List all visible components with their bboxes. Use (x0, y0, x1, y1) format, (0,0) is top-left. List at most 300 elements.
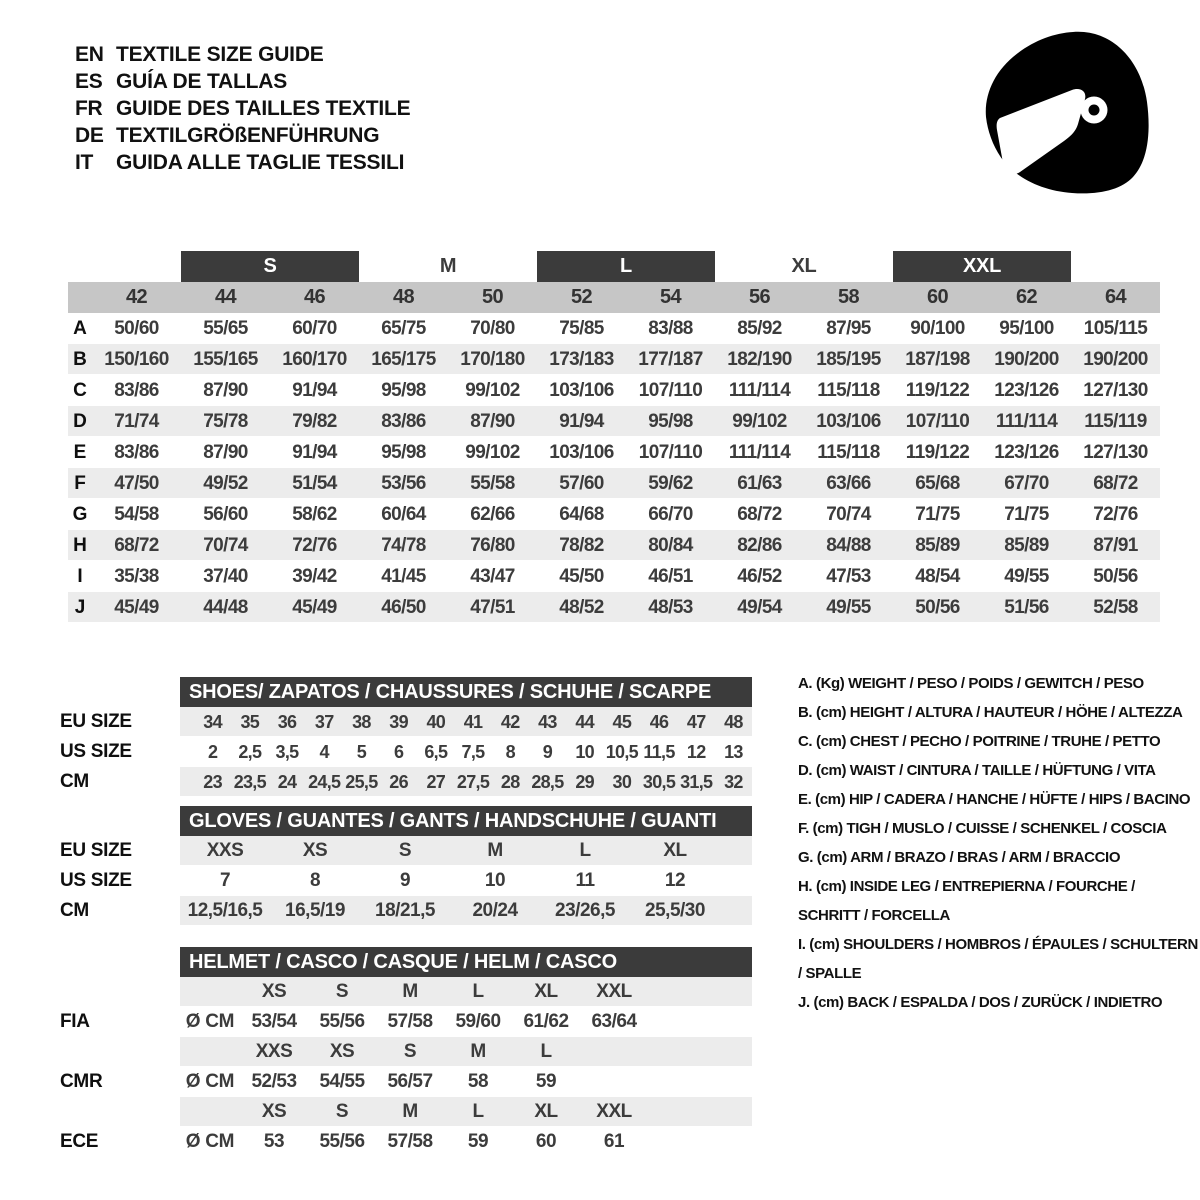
filler (720, 836, 752, 865)
table-cell: 64/68 (559, 504, 604, 525)
filler (648, 1127, 752, 1156)
size-cell: M (402, 1101, 418, 1122)
value-cell: 55/56 (319, 1011, 365, 1032)
table-cell: 5 (356, 742, 367, 762)
unit-cell: Ø CM (185, 1011, 235, 1032)
unit-cell (180, 1037, 240, 1066)
table-cell: 71/75 (915, 504, 960, 525)
table-cell: 87/90 (203, 380, 248, 401)
table-cell: XXS (206, 840, 244, 861)
size-column-header: 42 (125, 286, 148, 308)
table-cell: 51/56 (1004, 597, 1049, 618)
lang-title: TEXTILGRÖßENFÜHRUNG (116, 124, 380, 147)
table-cell: 119/122 (905, 442, 970, 463)
value-cell: 55/56 (319, 1131, 365, 1152)
table-cell: 84/88 (826, 535, 871, 556)
size-column-header: 46 (303, 286, 326, 308)
row-label: F (74, 473, 86, 494)
table-cell: 68/72 (737, 504, 782, 525)
size-cell: S (403, 1041, 417, 1062)
table-cell: 70/80 (470, 318, 515, 339)
table-row (60, 866, 752, 896)
row-label: ECE (60, 1131, 99, 1152)
table-cell: 87/95 (826, 318, 871, 339)
table-cell: 119/122 (905, 380, 970, 401)
legend-item: D. (cm) WAIST / CINTURA / TAILLE / HÜFTUNG / VITA (798, 762, 1156, 779)
table-cell: 160/170 (282, 349, 347, 370)
unit-cell (180, 1097, 240, 1126)
table-cell: 111/114 (995, 411, 1058, 432)
row-content (180, 1097, 752, 1127)
row-content (180, 737, 752, 767)
legend-item: I. (cm) SHOULDERS / HOMBROS / ÉPAULES / SCHULTERN / SPALLE (798, 936, 1198, 982)
filler (648, 977, 752, 1006)
size-column-header: 64 (1104, 286, 1127, 308)
table-cell: 190/200 (1083, 349, 1148, 370)
row-label: CM (60, 900, 89, 921)
table-cell: 72/76 (292, 535, 337, 556)
value-cell: 53 (263, 1131, 285, 1152)
table-cell: 95/100 (999, 318, 1054, 339)
table-cell: 47/53 (826, 566, 871, 587)
value-cell: 61 (603, 1131, 625, 1152)
value-cell (580, 1067, 648, 1096)
table-cell: 10 (575, 742, 594, 762)
row-label: EU SIZE (60, 711, 132, 732)
table-cell: 2 (207, 742, 218, 762)
table-cell: 103/106 (549, 442, 614, 463)
row-content (180, 1127, 752, 1157)
table-cell: 150/160 (104, 349, 169, 370)
table-cell: 70/74 (203, 535, 248, 556)
table-row (68, 313, 1160, 344)
table-cell: 39 (389, 712, 408, 732)
table-cell: 18/21,5 (375, 900, 435, 921)
size-group-xxl: XXL (893, 251, 1071, 282)
table-cell: 111/114 (728, 380, 791, 401)
filler (648, 1037, 752, 1066)
table-cell: 95/98 (381, 442, 426, 463)
table-cell: 111/114 (728, 442, 791, 463)
lang-code: EN (75, 43, 104, 66)
table-cell: L (579, 840, 591, 861)
size-cell: S (335, 1101, 349, 1122)
shoes-table-title: SHOES/ ZAPATOS / CHAUSSURES / SCHUHE / SCARPE (180, 677, 752, 707)
table-cell: XS (302, 840, 328, 861)
size-group-l: L (537, 251, 715, 282)
table-cell: 123/126 (994, 380, 1059, 401)
lang-title: GUIDE DES TAILLES TEXTILE (116, 97, 411, 120)
table-cell: 79/82 (292, 411, 337, 432)
row-label: EU SIZE (60, 840, 132, 861)
table-cell: 10 (484, 870, 506, 891)
helmet-values-row (60, 1067, 752, 1097)
table-cell: 49/52 (203, 473, 248, 494)
table-cell: 71/75 (1004, 504, 1049, 525)
table-cell: 29 (575, 772, 594, 792)
table-cell: 9 (399, 870, 411, 891)
row-label: CMR (60, 1071, 103, 1092)
table-cell: 28 (500, 772, 520, 792)
table-cell: 173/183 (549, 349, 614, 370)
table-cell: 107/110 (905, 411, 970, 432)
table-cell: 53/56 (381, 473, 426, 494)
filler (648, 1097, 752, 1126)
size-cell (580, 1037, 648, 1066)
gloves-table (60, 806, 752, 926)
filler (648, 1007, 752, 1036)
size-cell: XL (534, 1101, 558, 1122)
lang-title: TEXTILE SIZE GUIDE (116, 43, 324, 66)
table-cell: 49/54 (737, 597, 782, 618)
table-cell: 185/195 (816, 349, 881, 370)
size-cell: L (472, 981, 484, 1002)
size-column-header: 44 (214, 286, 237, 308)
row-content (180, 836, 752, 866)
size-cell: XS (261, 1101, 287, 1122)
table-cell: 56/60 (203, 504, 248, 525)
table-cell: 170/180 (460, 349, 525, 370)
helmet-sizes-row (60, 1097, 752, 1127)
table-cell: 87/91 (1093, 535, 1138, 556)
row-label: H (73, 535, 87, 556)
table-cell: 103/106 (549, 380, 614, 401)
table-cell: 44 (575, 712, 594, 732)
table-cell: 65/68 (915, 473, 960, 494)
row-content (180, 896, 752, 926)
size-cell: L (472, 1101, 484, 1122)
table-cell: 83/86 (114, 442, 159, 463)
lang-code: IT (75, 151, 94, 174)
table-cell: 41 (463, 712, 483, 732)
row-label: J (74, 597, 86, 618)
table-cell: 60/70 (292, 318, 337, 339)
table-cell: 55/65 (203, 318, 248, 339)
table-cell: 24 (277, 772, 297, 792)
table-cell: 165/175 (371, 349, 436, 370)
table-cell: 8 (309, 870, 321, 891)
legend-item: B. (cm) HEIGHT / ALTURA / HAUTEUR / HÖHE / ALTEZZA (798, 704, 1183, 721)
table-cell: 12 (686, 742, 706, 762)
gloves-table-rows (60, 836, 752, 926)
legend (798, 669, 1198, 1017)
table-cell: 95/98 (381, 380, 426, 401)
table-cell: 85/89 (915, 535, 960, 556)
table-cell: 63/66 (826, 473, 871, 494)
row-content (180, 1037, 752, 1067)
table-cell: 99/102 (732, 411, 787, 432)
table-cell: 25,5/30 (645, 900, 705, 921)
size-column-header: 58 (837, 286, 860, 308)
table-cell: 48/53 (648, 597, 693, 618)
row-label: B (73, 349, 87, 370)
table-cell: 7,5 (461, 742, 485, 762)
size-group-s: S (181, 251, 359, 282)
table-cell: 6 (393, 742, 404, 762)
table-cell: XL (663, 840, 687, 861)
table-cell: 155/165 (193, 349, 258, 370)
table-cell: 8 (505, 742, 515, 762)
table-cell: 87/90 (203, 442, 248, 463)
lang-title: GUÍA DE TALLAS (116, 70, 288, 93)
table-cell: 82/86 (737, 535, 782, 556)
size-column-header: 54 (659, 286, 682, 308)
table-cell: 51/54 (292, 473, 337, 494)
table-cell: 24,5 (308, 772, 341, 792)
row-content (180, 707, 752, 737)
table-cell: 47 (686, 712, 706, 732)
table-cell: 58/62 (292, 504, 337, 525)
table-row (60, 707, 752, 737)
filler (720, 866, 752, 895)
table-cell: 107/110 (638, 380, 703, 401)
row-label: I (77, 566, 83, 587)
size-column-header: 62 (1015, 286, 1038, 308)
size-cell: M (402, 981, 418, 1002)
table-cell: 75/78 (203, 411, 248, 432)
table-cell: 62/66 (470, 504, 515, 525)
legend-item: F. (cm) TIGH / MUSLO / CUISSE / SCHENKEL / COSCIA (798, 820, 1167, 837)
row-label: CM (60, 771, 89, 792)
table-cell: 50/56 (1093, 566, 1138, 587)
size-groups-row (68, 251, 1160, 282)
table-cell: 3,5 (275, 742, 299, 762)
value-cell: 59 (535, 1071, 557, 1092)
table-cell: 123/126 (994, 442, 1059, 463)
table-cell: 68/72 (1093, 473, 1138, 494)
shoes-table (60, 677, 752, 797)
table-cell: 182/190 (727, 349, 792, 370)
table-cell: 16,5/19 (285, 900, 345, 921)
table-cell: 26 (389, 772, 408, 792)
table-cell: 39/42 (292, 566, 337, 587)
size-columns-row (68, 282, 1160, 313)
value-cell: 57/58 (387, 1131, 433, 1152)
table-cell: 23 (203, 772, 222, 792)
table-cell: 57/60 (559, 473, 604, 494)
helmet-table (60, 947, 752, 1157)
table-cell: 11,5 (643, 742, 675, 762)
table-cell: 2,5 (238, 742, 262, 762)
table-cell: 67/70 (1004, 473, 1049, 494)
table-cell: 12 (664, 870, 686, 891)
filler (648, 1067, 752, 1096)
table-cell: 103/106 (816, 411, 881, 432)
table-cell: 46/51 (648, 566, 693, 587)
value-cell: 57/58 (387, 1011, 433, 1032)
size-cell: XS (329, 1041, 355, 1062)
size-cell: L (540, 1041, 552, 1062)
table-cell: 45/49 (292, 597, 337, 618)
shoes-table-rows (60, 707, 752, 797)
row-label (60, 1097, 180, 1127)
legend-item: J. (cm) BACK / ESPALDA / DOS / ZURÜCK / INDIETRO (798, 994, 1163, 1011)
table-cell: 48 (724, 712, 743, 732)
size-cell: XXL (596, 1101, 632, 1122)
helmet-sizes-row (60, 1037, 752, 1067)
size-cell: S (335, 981, 349, 1002)
table-cell: 20/24 (472, 900, 518, 921)
table-cell: 76/80 (470, 535, 515, 556)
table-cell: 47/50 (114, 473, 159, 494)
table-cell: 7 (219, 870, 231, 891)
lang-code: DE (75, 124, 104, 147)
table-cell: 36 (277, 712, 297, 732)
table-cell: 91/94 (559, 411, 604, 432)
table-cell: 40 (426, 712, 446, 732)
table-cell: 90/100 (910, 318, 965, 339)
table-cell: 85/92 (737, 318, 782, 339)
table-cell: 27,5 (456, 772, 490, 792)
table-cell: 35 (240, 712, 260, 732)
table-cell: 30 (612, 772, 632, 792)
table-cell: 54/58 (114, 504, 159, 525)
legend-item: H. (cm) INSIDE LEG / ENTREPIERNA / FOURCHE / SCHRITT / FORCELLA (798, 878, 1135, 924)
value-cell: 54/55 (319, 1071, 365, 1092)
table-cell: 91/94 (292, 442, 337, 463)
row-label (60, 977, 180, 1007)
value-cell: 58 (467, 1071, 489, 1092)
corner-cell (68, 282, 92, 313)
size-cell: XXL (596, 981, 632, 1002)
table-cell: 45 (612, 712, 632, 732)
table-cell: 12,5/16,5 (187, 900, 263, 921)
table-cell: 99/102 (465, 380, 520, 401)
table-row (60, 737, 752, 767)
table-cell: 59/62 (648, 473, 693, 494)
table-row (68, 468, 1160, 499)
table-row (60, 836, 752, 866)
main-rows (68, 313, 1160, 623)
table-cell: 68/72 (114, 535, 159, 556)
size-cell: XL (534, 981, 558, 1002)
table-cell: 38 (352, 712, 371, 732)
helmet-values-row (60, 1007, 752, 1037)
size-cell: XS (261, 981, 287, 1002)
table-cell: M (487, 840, 503, 861)
table-cell: 105/115 (1083, 318, 1148, 339)
table-cell: 23/26,5 (555, 900, 615, 921)
size-column-header: 52 (570, 286, 593, 308)
table-cell: 37/40 (203, 566, 248, 587)
row-label: A (73, 318, 87, 339)
table-cell: 50/56 (915, 597, 960, 618)
size-group-xl: XL (791, 255, 817, 277)
table-cell: 74/78 (381, 535, 426, 556)
helmet-sizes-row (60, 977, 752, 1007)
table-cell: 45/50 (559, 566, 604, 587)
table-cell: 48/54 (915, 566, 960, 587)
table-row (68, 530, 1160, 561)
row-content (180, 1067, 752, 1097)
table-cell: 60/64 (381, 504, 426, 525)
value-cell: 60 (535, 1131, 557, 1152)
language-title-block (75, 41, 410, 176)
helmet-table-title: HELMET / CASCO / CASQUE / HELM / CASCO (180, 947, 752, 977)
table-cell: 66/70 (648, 504, 693, 525)
table-cell: 44/48 (203, 597, 248, 618)
row-label: US SIZE (60, 870, 132, 891)
size-group-m: M (439, 255, 457, 277)
table-cell: 115/119 (1084, 411, 1147, 432)
textile-size-table (68, 251, 1160, 623)
lang-row-fr (75, 95, 410, 122)
table-cell: 28,5 (531, 772, 564, 792)
table-cell: 49/55 (1004, 566, 1049, 587)
value-cell: 59 (467, 1131, 489, 1152)
table-cell: 70/74 (826, 504, 871, 525)
row-content (180, 866, 752, 896)
size-cell: XXS (255, 1041, 293, 1062)
table-cell: 46 (649, 712, 669, 732)
table-cell: 83/86 (381, 411, 426, 432)
gloves-table-title: GLOVES / GUANTES / GANTS / HANDSCHUHE / GUANTI (180, 806, 752, 836)
value-cell: 53/54 (251, 1011, 297, 1032)
table-cell: 48/52 (559, 597, 604, 618)
table-cell: 95/98 (648, 411, 693, 432)
lang-row-de (75, 122, 410, 149)
table-cell: 127/130 (1083, 442, 1148, 463)
row-content (180, 767, 752, 797)
table-cell: 43 (538, 712, 557, 732)
table-cell: 31,5 (680, 772, 713, 792)
row-label: C (73, 380, 87, 401)
helmet-rows (60, 977, 752, 1157)
table-cell: 42 (500, 712, 520, 732)
table-cell: 99/102 (465, 442, 520, 463)
size-cell: M (470, 1041, 486, 1062)
unit-cell (180, 977, 240, 1006)
table-cell: 47/51 (470, 597, 515, 618)
table-cell: 27 (426, 772, 446, 792)
table-cell: 11 (575, 870, 595, 891)
row-label: US SIZE (60, 741, 132, 762)
table-cell: 30,5 (642, 772, 676, 792)
table-cell: 46/52 (737, 566, 782, 587)
table-cell: 127/130 (1083, 380, 1148, 401)
lang-row-en (75, 41, 410, 68)
table-row (68, 344, 1160, 375)
table-cell: 115/118 (817, 442, 880, 463)
row-content (180, 1007, 752, 1037)
table-cell: 75/85 (559, 318, 604, 339)
table-cell: 83/88 (648, 318, 693, 339)
table-cell: 190/200 (994, 349, 1059, 370)
table-cell: 37 (314, 712, 334, 732)
row-label: FIA (60, 1011, 90, 1032)
lang-code: FR (75, 97, 103, 120)
table-cell: 50/60 (114, 318, 159, 339)
racing-helmet-icon (975, 26, 1153, 198)
table-cell: 45/49 (114, 597, 159, 618)
table-cell: 10,5 (605, 742, 638, 762)
table-cell: 46/50 (381, 597, 426, 618)
row-label: D (73, 411, 87, 432)
table-cell: 71/74 (114, 411, 159, 432)
row-label: G (72, 504, 88, 525)
row-content (180, 977, 752, 1007)
table-cell: 85/89 (1004, 535, 1049, 556)
legend-item: A. (Kg) WEIGHT / PESO / POIDS / GEWITCH / PESO (798, 675, 1144, 692)
table-cell: 6,5 (424, 742, 448, 762)
table-row (68, 375, 1160, 406)
table-row (68, 437, 1160, 468)
table-cell: 41/45 (381, 566, 426, 587)
table-cell: 25,5 (345, 772, 378, 792)
value-cell: 63/64 (591, 1011, 637, 1032)
table-cell: 78/82 (559, 535, 604, 556)
size-column-header: 48 (392, 286, 415, 308)
